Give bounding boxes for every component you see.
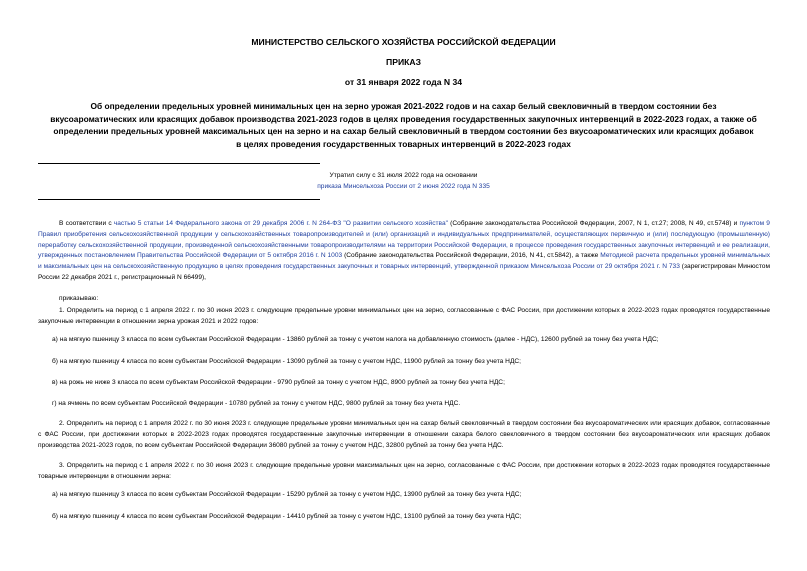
preamble-text-2: (Собрание законодательства Российской Федерации, 2007, N 1, ст.27; 2008, N 49, ст.5748) и (447, 220, 740, 227)
document-title: Об определении предельных уровней минимальных цен на зерно урожая 2021-2022 годов и на сахар белый свекловичный в твердом состоянии без вкусоароматических или красящих добавок производства 2021-2023 годов в целях проведения государственных закупочных интервенций в 2022-2023 годах, а также об определении предельных уровней максимальных цен на зерно и на сахар белый свекловичный в твердом состоянии без вкусоароматических или красящих добавок в целях проведения государственных товарных интервенций в 2022-2023 годах (50, 101, 757, 149)
paragraph-1-b: б) на мягкую пшеницу 4 класса по всем субъектам Российской Федерации - 13090 рублей за тонну с учетом НДС, 11900 рублей за тонну без учета НДС; (52, 358, 522, 365)
status-note-line1: Утратил силу с 31 июля 2022 года на основании (329, 172, 478, 179)
divider-bottom (38, 199, 320, 200)
ministry-name: МИНИСТЕРСТВО СЕЛЬСКОГО ХОЗЯЙСТВА РОССИЙСКОЙ ФЕДЕРАЦИИ (251, 37, 556, 47)
preamble-text-1: В соответствии с (59, 220, 114, 227)
divider-top (38, 163, 320, 164)
preamble-text-3: (Собрание законодательства Российской Федерации, 2016, N 41, ст.5842), а также (342, 252, 601, 260)
order-word: приказываю: (59, 295, 99, 302)
paragraph-3: 3. Определить на период с 1 апреля 2022 г. по 30 июня 2023 г. следующие предельные уровни максимальных цен на зерно, согласованные с ФАС России, при достижении которых в 2022-2023 годах проводятся государственные товарные интервенции в отношении зерна: (38, 462, 770, 480)
paragraph-1-d: г) на ячмень по всем субъектам Российской Федерации - 10780 рублей за тонну с учетом НДС, 9800 рублей за тонну без учета НДС. (52, 400, 461, 407)
document-type: ПРИКАЗ (386, 57, 421, 67)
paragraph-1-c: в) на рожь не ниже 3 класса по всем субъектам Российской Федерации - 9790 рублей за тонну с учетом НДС, 8900 рублей за тонну без учета НДС; (52, 379, 505, 386)
rules-item-9-link[interactable]: пунктом 9 Правил приобретения сельскохозяйственной продукции у сельскохозяйственных товаропроизводителей и (или) организаций и индивидуальных предпринимателей, осуществляющих первичную и (или) последующую (промышленную) переработку сельскохозяйственной продукции, произведенной сельскохозяйственными товаропроизводителями на территории Российской Федерации, в процессе проведения государственных закупочных интервенций и ее реализации, утвержденных постановлением Правительства Российской Федерации от 5 октября 2016 г. N 1003 (38, 220, 770, 260)
preamble-text-4: (зарегистрирован Минюстом России 22 декабря 2021 г., регистрационный N 66499), (38, 263, 770, 281)
status-note-link[interactable]: приказа Минсельхоза России от 2 июня 2022 года N 335 (317, 183, 490, 190)
methodology-link[interactable]: Методикой расчета предельных уровней минимальных и максимальных цен на сельскохозяйственную продукцию в целях проведения государственных закупочных и товарных интервенций, утвержденной приказом Минсельхоза России от 29 октября 2021 г. N 733 (38, 252, 770, 271)
preamble-paragraph (38, 219, 770, 284)
paragraph-1-a: а) на мягкую пшеницу 3 класса по всем субъектам Российской Федерации - 13860 рублей за тонну с учетом налога на добавленную стоимость (далее - НДС), 12600 рублей за тонну без учета НДС; (52, 336, 659, 343)
law-264-link[interactable]: частью 5 статьи 14 Федерального закона от 29 декабря 2006 г. N 264-ФЗ "О развитии сельского хозяйства" (113, 220, 448, 227)
document-date-number: от 31 января 2022 года N 34 (344, 77, 463, 87)
paragraph-3-a: а) на мягкую пшеницу 3 класса по всем субъектам Российской Федерации - 15290 рублей за тонну с учетом НДС, 13900 рублей за тонну без учета НДС; (52, 491, 522, 498)
paragraph-1: 1. Определить на период с 1 апреля 2022 г. по 30 июня 2023 г. следующие предельные уровни минимальных цен на зерно, согласованные с ФАС России, при достижении которых в 2022-2023 годах проводятся государственные закупочные интервенции в отношении зерна урожая 2021 и 2022 годов: (38, 307, 770, 325)
paragraph-2: 2. Определить на период с 1 апреля 2022 г. по 30 июня 2023 г. следующие предельные уровни минимальных цен на сахар белый свекловичный в твердом состоянии без вкусоароматических или красящих добавок, согласованные с ФАС России, при достижении которых в 2022-2023 годах проводятся государственные закупочные интервенции в отношении сахара белого свекловичного в твердом состоянии без вкусоароматических или красящих добавок производства 2021-2023 годов, по всем субъектам Российской Федерации 36080 рублей за тонну с учетом НДС, 32800 рублей за тонну без учета НДС. (38, 420, 770, 449)
paragraph-3-b: б) на мягкую пшеницу 4 класса по всем субъектам Российской Федерации - 14410 рублей за тонну с учетом НДС, 13100 рублей за тонну без учета НДС; (52, 513, 522, 520)
